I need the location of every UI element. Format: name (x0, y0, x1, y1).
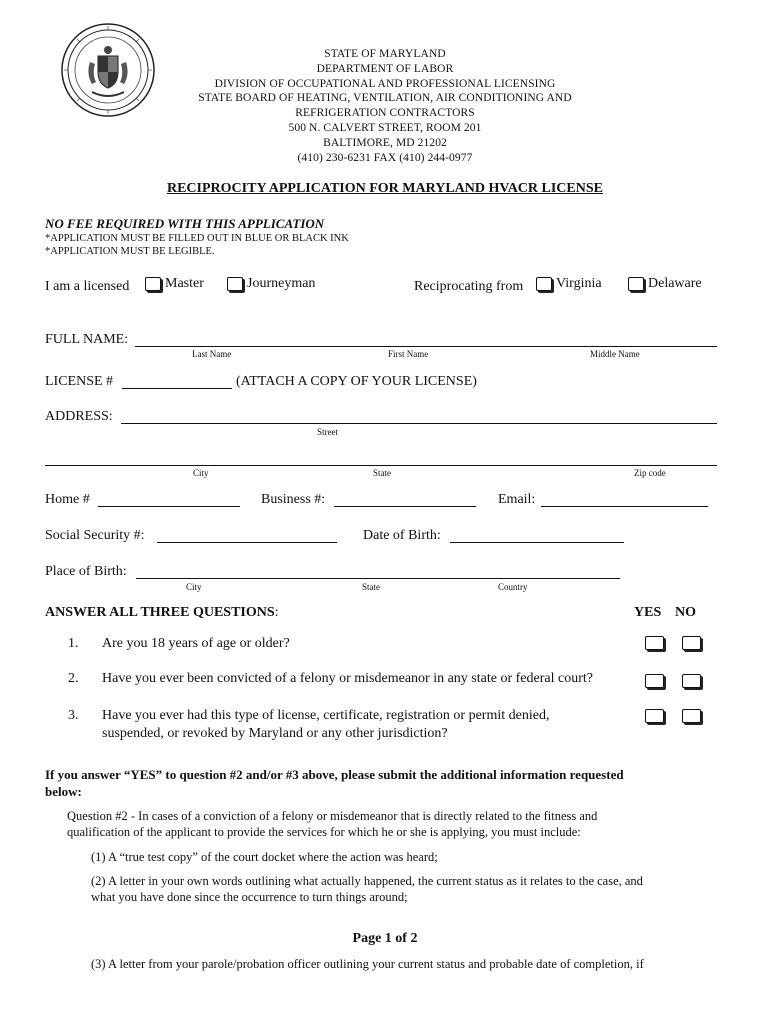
header-line: STATE OF MARYLAND (324, 48, 446, 60)
agency-header (150, 47, 620, 165)
reciprocating-label: Reciprocating from (414, 279, 524, 294)
zip-caption: Zip code (634, 468, 666, 478)
questions-heading-text: ANSWER ALL THREE QUESTIONS (45, 605, 275, 620)
street-field[interactable] (121, 423, 717, 424)
instruction-item-3: (3) A letter from your parole/probation officer outlining your current status and probable date of completion, if (91, 957, 644, 971)
master-label: Master (165, 276, 204, 291)
first-name-caption: First Name (388, 349, 429, 359)
journeyman-label: Journeyman (247, 276, 316, 291)
ssn-field[interactable] (157, 542, 337, 543)
address-label: ADDRESS: (45, 409, 113, 424)
delaware-checkbox[interactable] (628, 277, 644, 291)
dob-label: Date of Birth: (363, 528, 441, 543)
question-number: 1. (68, 636, 79, 651)
header-line: DIVISION OF OCCUPATIONAL AND PROFESSIONAL LICENSING (214, 77, 556, 90)
question-text-continued: suspended, or revoked by Maryland or any other jurisdiction? (102, 726, 448, 741)
question-text: Are you 18 years of age or older? (102, 636, 290, 651)
email-label: Email: (498, 492, 536, 507)
dob-field[interactable] (450, 542, 624, 543)
instruction-item-2: (2) A letter in your own words outlining what actually happened, the current status as it relates to the case, and (91, 874, 643, 888)
legible-notice: *APPLICATION MUST BE LEGIBLE. (45, 246, 215, 257)
question-2-instruction-continued: qualification of the applicant to provide the services for which he or she is applying, you must include: (67, 825, 581, 839)
form-title: RECIPROCITY APPLICATION FOR MARYLAND HVACR LICENSE (166, 181, 603, 196)
question-2-yes-checkbox[interactable] (645, 674, 664, 688)
state-caption: State (373, 468, 391, 478)
delaware-label: Delaware (648, 276, 702, 291)
pob-state-caption: State (362, 582, 380, 592)
pob-country-caption: Country (498, 582, 528, 592)
question-1-yes-checkbox[interactable] (645, 636, 664, 650)
question-text: Have you ever been convicted of a felony or misdemeanor in any state or federal court? (102, 671, 593, 686)
instructions-heading-continued: below: (45, 784, 82, 799)
virginia-checkbox[interactable] (536, 277, 552, 291)
question-2-no-checkbox[interactable] (682, 674, 701, 688)
journeyman-checkbox[interactable] (227, 277, 243, 291)
license-attach-note: (ATTACH A COPY OF YOUR LICENSE) (236, 374, 477, 389)
instructions-heading: If you answer “YES” to question #2 and/or #3 above, please submit the additional information requested (45, 767, 624, 782)
email-field[interactable] (541, 506, 708, 507)
middle-name-caption: Middle Name (590, 349, 640, 359)
master-checkbox[interactable] (145, 277, 161, 291)
maryland-seal-icon (60, 22, 156, 118)
license-type-label: I am a licensed (45, 279, 130, 294)
place-of-birth-label: Place of Birth: (45, 564, 127, 579)
question-number: 2. (68, 671, 79, 686)
pob-city-caption: City (186, 582, 202, 592)
no-fee-notice: NO FEE REQUIRED WITH THIS APPLICATION (45, 216, 325, 231)
question-number: 3. (68, 708, 79, 723)
street-caption: Street (317, 427, 338, 437)
page-number: Page 1 of 2 (352, 931, 418, 946)
virginia-label: Virginia (556, 276, 602, 291)
business-phone-field[interactable] (334, 506, 476, 507)
delaware-option[interactable] (628, 276, 702, 292)
virginia-option[interactable] (536, 276, 602, 292)
question-1-no-checkbox[interactable] (682, 636, 701, 650)
master-option[interactable] (145, 276, 204, 292)
instruction-item-1: (1) A “true test copy” of the court docket where the action was heard; (91, 850, 438, 864)
city-caption: City (193, 468, 209, 478)
header-line: REFRIGERATION CONTRACTORS (295, 107, 475, 120)
ssn-label: Social Security #: (45, 528, 145, 543)
header-line: BALTIMORE, MD 21202 (323, 136, 447, 149)
home-phone-label: Home # (45, 492, 90, 507)
question-3-no-checkbox[interactable] (682, 709, 701, 723)
full-name-label: FULL NAME: (45, 332, 129, 347)
place-of-birth-field[interactable] (136, 578, 620, 579)
ink-notice: *APPLICATION MUST BE FILLED OUT IN BLUE OR BLACK INK (45, 233, 349, 244)
header-line: DEPARTMENT OF LABOR (316, 62, 454, 75)
question-3-yes-checkbox[interactable] (645, 709, 664, 723)
no-column-header: NO (675, 605, 696, 620)
yes-column-header: YES (634, 605, 662, 620)
city-state-zip-field[interactable] (45, 465, 717, 466)
license-number-label: LICENSE # (45, 374, 114, 389)
question-text: Have you ever had this type of license, certificate, registration or permit denied, (102, 708, 550, 723)
home-phone-field[interactable] (98, 506, 240, 507)
question-2-instruction: Question #2 - In cases of a conviction of a felony or misdemeanor that is directly related to the fitness and (67, 809, 598, 823)
questions-heading-colon: : (274, 605, 279, 620)
last-name-caption: Last Name (192, 349, 232, 359)
full-name-field[interactable] (135, 346, 717, 347)
questions-heading (45, 605, 279, 621)
header-line: STATE BOARD OF HEATING, VENTILATION, AIR CONDITIONING AND (198, 92, 572, 105)
instruction-item-2-continued: what you have done since the occurrence to turn things around; (91, 890, 408, 904)
header-line: (410) 230-6231 FAX (410) 244-0977 (297, 151, 473, 164)
header-line: 500 N. CALVERT STREET, ROOM 201 (288, 121, 482, 134)
journeyman-option[interactable] (227, 276, 315, 292)
business-phone-label: Business #: (261, 492, 326, 507)
license-number-field[interactable] (122, 388, 232, 389)
